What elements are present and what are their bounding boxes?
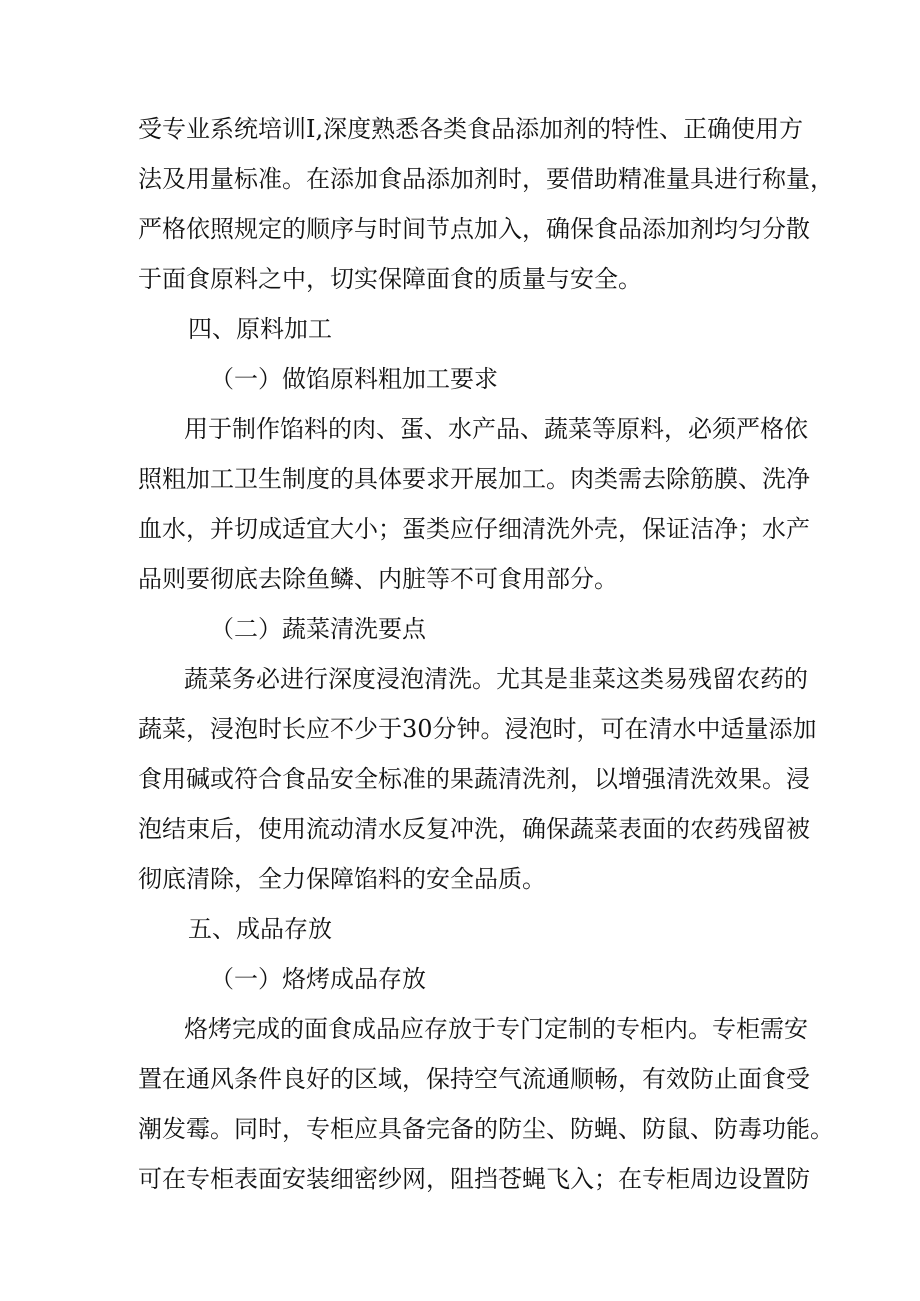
paragraph-line: 潮发霉。同时，专柜应具备完备的防尘、防蝇、防鼠、防毒功能。 <box>138 1115 834 1143</box>
paragraph-line: 可在专柜表面安装细密纱网，阻挡苍蝇飞入；在专柜周边设置防 <box>138 1165 810 1193</box>
paragraph-line: 于面食原料之中，切实保障面食的质量与安全。 <box>138 265 642 293</box>
paragraph-line: 泡结束后，使用流动清水反复冲洗，确保蔬菜表面的农药残留被 <box>138 815 810 843</box>
paragraph-line: 蔬菜，浸泡时长应不少于30分钟。浸泡时，可在清水中适量添加 <box>138 715 817 743</box>
paragraph-line: 置在通风条件良好的区域，保持空气流通顺畅，有效防止面食受 <box>138 1065 810 1093</box>
paragraph-line: 受专业系统培训I,深度熟悉各类食品添加剂的特性、正确使用方 <box>138 115 804 143</box>
paragraph-line: 蔬菜务必进行深度浸泡清洗。尤其是韭菜这类易残留农药的 <box>184 665 808 693</box>
paragraph-line: 严格依照规定的顺序与时间节点加入，确保食品添加剂均匀分散 <box>138 215 810 243</box>
paragraph-line: 法及用量标准。在添加食品添加剂时，要借助精准量具进行称量， <box>138 165 834 193</box>
paragraph-line: 彻底清除，全力保障馅料的安全品质。 <box>138 865 546 893</box>
paragraph-line: 品则要彻底去除鱼鳞、内脏等不可食用部分。 <box>138 565 618 593</box>
subsection-heading: （一）烙烤成品存放 <box>210 965 426 993</box>
subsection-heading: （二）蔬菜清洗要点 <box>210 615 426 643</box>
subsection-heading: （一）做馅原料粗加工要求 <box>210 365 498 393</box>
paragraph-line: 食用碱或符合食品安全标准的果蔬清洗剂，以增强清洗效果。浸 <box>138 765 810 793</box>
paragraph-line: 用于制作馅料的肉、蛋、水产品、蔬菜等原料，必须严格依 <box>184 415 808 443</box>
paragraph-line: 血水，并切成适宜大小；蛋类应仔细清洗外壳，保证洁净；水产 <box>138 515 810 543</box>
section-heading: 五、成品存放 <box>188 915 332 943</box>
paragraph-line: 烙烤完成的面食成品应存放于专门定制的专柜内。专柜需安 <box>184 1015 808 1043</box>
section-heading: 四、原料加工 <box>188 315 332 343</box>
paragraph-line: 照粗加工卫生制度的具体要求开展加工。肉类需去除筋膜、洗净 <box>138 465 810 493</box>
